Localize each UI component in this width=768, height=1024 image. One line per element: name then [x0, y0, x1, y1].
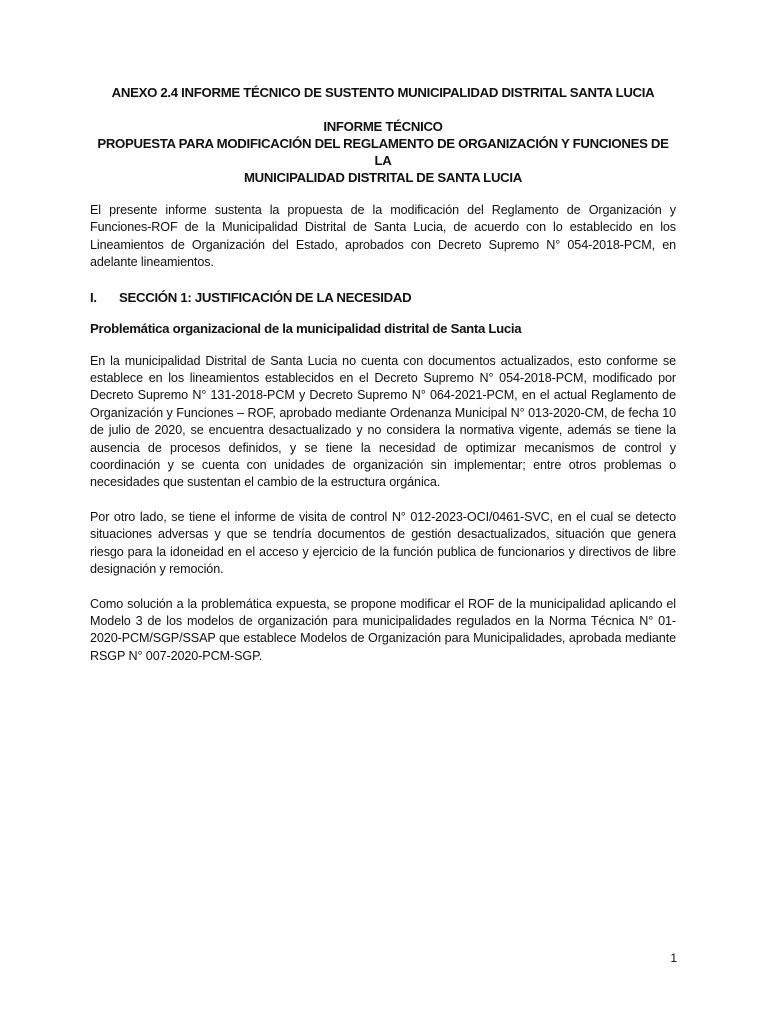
body-paragraph: Como solución a la problemática expuesta, se propone modificar el ROF de la municipalidad aplicando el Modelo 3 de los modelos de organización para municipalidades regulados en la Norma Técnica N° 01-2020-PCM/SGP/SSAP que establece Modelos de Organización para Municipalidades, aprobada mediante RSGP N° 007-2020-PCM-SGP.	[90, 596, 676, 663]
subheading: Problemática organizacional de la municipalidad distrital de Santa Lucia	[90, 320, 522, 336]
page-number: 1	[670, 951, 677, 965]
annex-title: ANEXO 2.4 INFORME TÉCNICO DE SUSTENTO MUNICIPALIDAD DISTRITAL SANTA LUCIA	[111, 85, 655, 100]
report-title-line: INFORME TÉCNICO	[323, 119, 443, 134]
section-number: I.	[90, 289, 97, 305]
section-heading	[90, 289, 676, 306]
section-title: SECCIÓN 1: JUSTIFICACIÓN DE LA NECESIDAD	[119, 289, 412, 305]
report-title	[90, 118, 676, 186]
intro-paragraph: El presente informe sustenta la propuesta de la modificación del Reglamento de Organización y Funciones-ROF de la Municipalidad Distrital de Santa Lucia, de acuerdo con lo establecido en los Lineamientos de Organización del Estado, aprobados con Decreto Supremo N° 054-2018-PCM, en adelante lineamientos.	[90, 203, 676, 270]
page-content	[90, 84, 676, 682]
body-paragraph: En la municipalidad Distrital de Santa Lucia no cuenta con documentos actualizados, esto conforme se establece en los lineamientos establecidos en el Decreto Supremo N° 054-2018-PCM, modificado por Decreto Supremo N° 131-2018-PCM y Decreto Supremo N° 064-2021-PCM, en el actual Reglamento de Organización y Funciones – ROF, aprobado mediante Ordenanza Municipal N° 013-2020-CM, de fecha 10 de julio de 2020, se encuentra desactualizado y no considera la normativa vigente, además se tiene la ausencia de procesos definidos, y se tiene la necesidad de optimizar mecanismos de control y coordinación y se cuenta con unidades de organización sin implementar; entre otros problemas o necesidades que sustentan el cambio de la estructura orgánica.	[90, 353, 676, 490]
report-title-line: MUNICIPALIDAD DISTRITAL DE SANTA LUCIA	[244, 170, 522, 185]
report-title-line: PROPUESTA PARA MODIFICACIÓN DEL REGLAMENTO DE ORGANIZACIÓN Y FUNCIONES DE LA	[97, 136, 669, 168]
body-paragraph: Por otro lado, se tiene el informe de visita de control N° 012-2023-OCI/0461-SVC, en el cual se detecto situaciones adversas y que se tendría documentos de gestión desactualizados, situación que genera riesgo para la idoneidad en el acceso y ejercicio de la función publica de funcionarios y directivos de libre designación y remoción.	[90, 509, 676, 577]
